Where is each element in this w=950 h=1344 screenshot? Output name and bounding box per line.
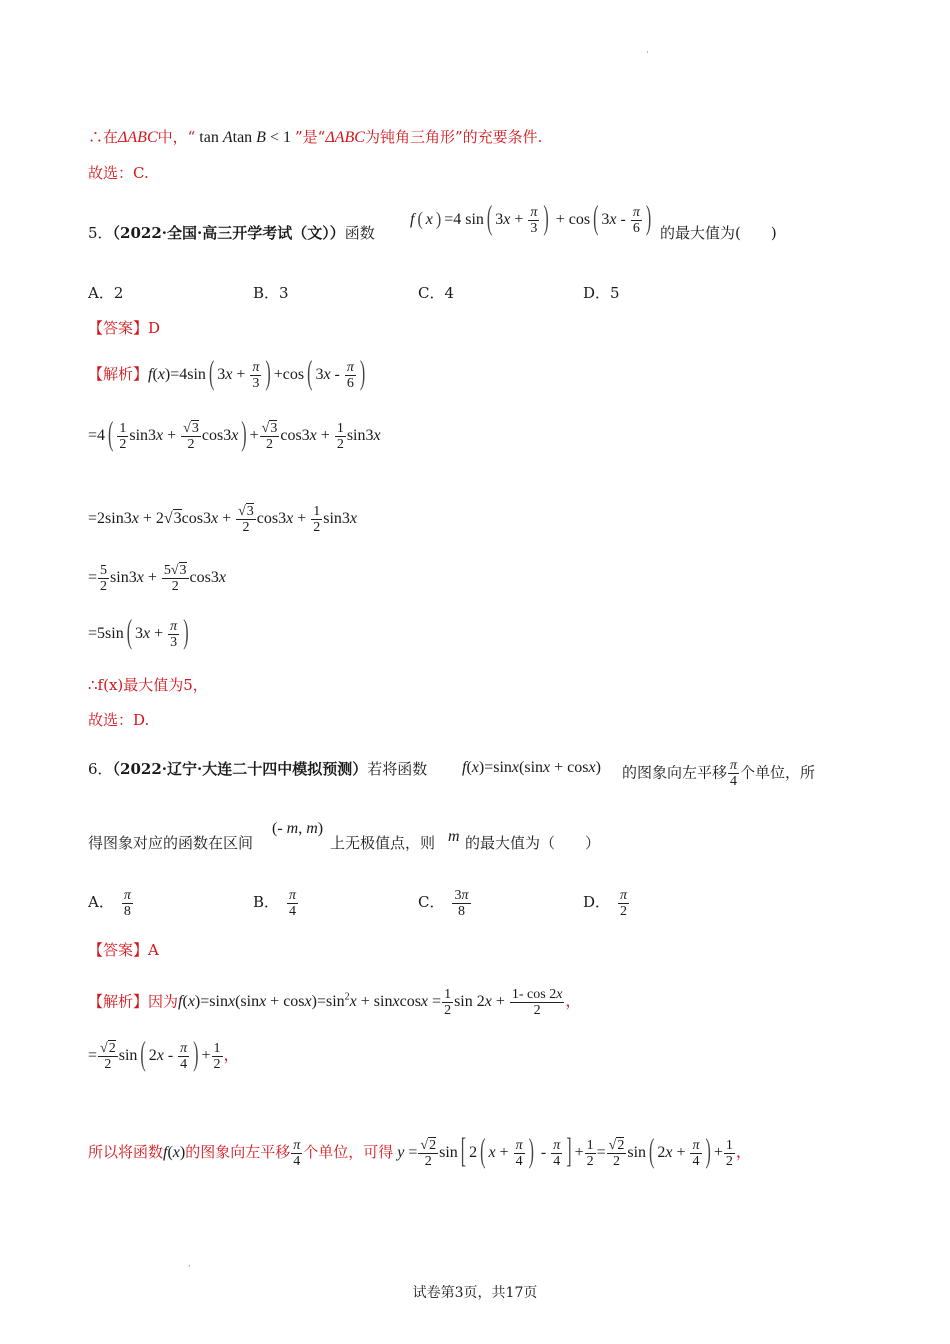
q6-option-b: B． $\frac{\pi}{4}$ [253,887,297,919]
q6-option-c: C． $\frac{3\pi}{8}$ [418,887,469,919]
q5-analysis-line1: 【解析】f(x)=4sin ( 3x + $\frac{\pi}{3}$ ) +cos ( 3x - $\frac{\pi}{6}$ ) [88,356,366,393]
q6-stem-line2: 得图象对应的函数在区间 [88,834,254,852]
q6-stem-2: 的图象向左平移 $\frac{\pi}{4}$ 个单位，所 [622,758,816,789]
q6-interval: (- m, m) [272,820,324,837]
therefore-line: ∴在ΔABC中，“ tan Atan B < 1 ”是“ΔABC为钝角三角形”的充要条件. [88,128,543,146]
q6-analysis-line1: 【解析】因为$f(x)=\sin x(\sin x + \cos x)=\sin^2x$ + sinxcosx = $\frac{1}{2}$ sin 2x + $\frac{1- \cos 2x}{2}$ ， [88,987,582,1019]
q6-stem-line2b: 上无极值点，则 [330,834,436,852]
q6-answer: 【答案】A [88,941,159,959]
q6-option-a: A． $\frac{\pi}{8}$ [88,887,131,919]
q5-analysis-line4: = $\frac{5}{2}$ sin3x + $\frac{5√3}{2}$ cos3x [88,562,226,594]
q5-choose: 故选：D. [88,711,150,729]
q5-analysis-line2: =4 ( $\frac{1}{2}$ sin3x + $\frac{√3}{2}$ cos3x ) + $\frac{√3}{2}$ cos3x + $\frac{1}{2}$ sin3x [88,417,381,454]
q5-stem-end: 的最大值为( ) [660,224,777,242]
scan-dot: · [646,48,649,58]
q6-analysis-line2: = $\frac{√2}{2}$ sin ( 2x - $\frac{\pi}{4}$ ) + $\frac{1}{2}$ ， [88,1037,240,1074]
question-6: 6．（2022·辽宁·大连二十四中模拟预测）若将函数 [88,760,428,778]
q5-option-c: C．4 [418,284,455,302]
q6-analysis-line3: 所以将函数f(x)的图象向左平移 $\frac{\pi}{4}$ 个单位，可得 y = $\frac{√2}{2}$ sin [ 2 ( x + $\frac{\pi}{4}$ ) - $\frac{\pi}{4}$ ] + $\frac{1}{2}$ = $\frac{√2}{2}$ sin ( 2x + $\frac{\pi}{4}$ ) + $\frac{1}{2}$ ， [88,1133,752,1171]
q5-conclusion: ∴f(x)最大值为5， [88,676,208,694]
q6-option-d: D． $\frac{\pi}{2}$ [583,887,628,919]
q5-option-a: A．2 [88,284,124,302]
q5-analysis-line3: =2sin3x + 2√3cos3x + $\frac{√3}{2}$ cos3x + $\frac{1}{2}$ sin3x [88,503,358,535]
question-5: 5．（2022·全国·高三开学考试（文））函数 [88,224,375,242]
scan-dot: · [188,1262,191,1272]
q5-analysis-line5: =5sin ( 3x + $\frac{\pi}{3}$ ) [88,615,189,652]
q6-stem-line2c: 的最大值为（ ） [465,834,601,852]
q6-m-symbol: m [448,828,460,845]
page-footer: 试卷第3页，共17页 [412,1285,538,1301]
q5-option-d: D．5 [583,284,620,302]
q5-function-formula: f ( x ) =4 sin ( 3x + $\frac{\pi}{3}$ ) + cos ( 3x - $\frac{\pi}{6}$ ) [410,201,652,238]
q5-answer: 【答案】D [88,319,161,337]
q5-option-b: B．3 [253,284,289,302]
q6-function-formula: f(x)=sinx(sinx + cosx) [462,759,601,776]
choose-c: 故选：C. [88,164,149,182]
